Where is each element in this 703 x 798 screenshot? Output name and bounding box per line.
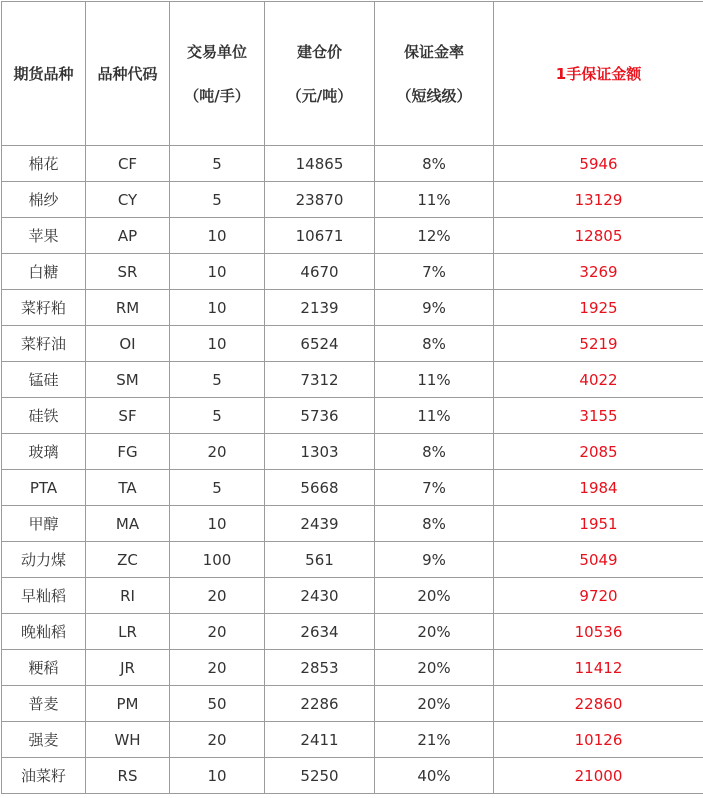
price-cell: 1303 <box>265 434 375 470</box>
product-cell: 苹果 <box>2 218 86 254</box>
product-cell: 棉纱 <box>2 182 86 218</box>
unit-cell: 10 <box>170 218 265 254</box>
margin-cell: 4022 <box>494 362 703 398</box>
table-row <box>2 146 703 182</box>
margin-cell: 21000 <box>494 758 703 794</box>
table-row <box>2 398 703 434</box>
code-cell: ZC <box>86 542 170 578</box>
price-cell: 5736 <box>265 398 375 434</box>
unit-cell: 10 <box>170 254 265 290</box>
margin-cell: 12805 <box>494 218 703 254</box>
price-cell: 2411 <box>265 722 375 758</box>
price-cell: 6524 <box>265 326 375 362</box>
code-cell: SF <box>86 398 170 434</box>
unit-cell: 100 <box>170 542 265 578</box>
product-cell: 白糖 <box>2 254 86 290</box>
code-cell: SR <box>86 254 170 290</box>
product-cell: 晚籼稻 <box>2 614 86 650</box>
product-cell: 粳稻 <box>2 650 86 686</box>
unit-cell: 20 <box>170 650 265 686</box>
rate-cell: 7% <box>375 254 494 290</box>
product-cell: 菜籽油 <box>2 326 86 362</box>
price-cell: 561 <box>265 542 375 578</box>
unit-cell: 20 <box>170 578 265 614</box>
table-row <box>2 470 703 506</box>
unit-cell: 10 <box>170 290 265 326</box>
code-cell: SM <box>86 362 170 398</box>
rate-cell: 8% <box>375 506 494 542</box>
price-cell: 10671 <box>265 218 375 254</box>
price-cell: 2430 <box>265 578 375 614</box>
table-row <box>2 542 703 578</box>
code-cell: WH <box>86 722 170 758</box>
margin-cell: 5049 <box>494 542 703 578</box>
product-cell: 菜籽粕 <box>2 290 86 326</box>
product-cell: 硅铁 <box>2 398 86 434</box>
product-cell: 早籼稻 <box>2 578 86 614</box>
rate-cell: 21% <box>375 722 494 758</box>
product-cell: 油菜籽 <box>2 758 86 794</box>
price-cell: 14865 <box>265 146 375 182</box>
price-cell: 4670 <box>265 254 375 290</box>
header-trade-unit: 交易单位 （吨/手） <box>170 2 265 146</box>
price-cell: 2634 <box>265 614 375 650</box>
header-margin-rate: 保证金率 （短线级） <box>375 2 494 146</box>
price-cell: 2286 <box>265 686 375 722</box>
price-cell: 5250 <box>265 758 375 794</box>
unit-cell: 5 <box>170 470 265 506</box>
margin-cell: 3155 <box>494 398 703 434</box>
code-cell: PM <box>86 686 170 722</box>
margin-cell: 10536 <box>494 614 703 650</box>
rate-cell: 20% <box>375 650 494 686</box>
price-cell: 2853 <box>265 650 375 686</box>
table-row <box>2 578 703 614</box>
header-margin-amount: 1手保证金额 <box>494 2 703 146</box>
header-row <box>2 2 703 146</box>
margin-cell: 5946 <box>494 146 703 182</box>
product-cell: 强麦 <box>2 722 86 758</box>
code-cell: LR <box>86 614 170 650</box>
table-row <box>2 650 703 686</box>
header-code: 品种代码 <box>86 2 170 146</box>
table-row <box>2 686 703 722</box>
rate-cell: 12% <box>375 218 494 254</box>
margin-cell: 11412 <box>494 650 703 686</box>
table-row <box>2 758 703 794</box>
product-cell: PTA <box>2 470 86 506</box>
table-row <box>2 722 703 758</box>
unit-cell: 20 <box>170 614 265 650</box>
code-cell: RI <box>86 578 170 614</box>
rate-cell: 20% <box>375 686 494 722</box>
rate-cell: 11% <box>375 398 494 434</box>
rate-cell: 8% <box>375 326 494 362</box>
rate-cell: 20% <box>375 578 494 614</box>
product-cell: 甲醇 <box>2 506 86 542</box>
rate-cell: 40% <box>375 758 494 794</box>
header-product: 期货品种 <box>2 2 86 146</box>
table-row <box>2 614 703 650</box>
code-cell: TA <box>86 470 170 506</box>
rate-cell: 8% <box>375 146 494 182</box>
margin-cell: 22860 <box>494 686 703 722</box>
price-cell: 23870 <box>265 182 375 218</box>
unit-cell: 10 <box>170 758 265 794</box>
product-cell: 普麦 <box>2 686 86 722</box>
code-cell: JR <box>86 650 170 686</box>
rate-cell: 9% <box>375 542 494 578</box>
code-cell: RM <box>86 290 170 326</box>
table-row <box>2 434 703 470</box>
unit-cell: 10 <box>170 506 265 542</box>
table-row <box>2 218 703 254</box>
product-cell: 动力煤 <box>2 542 86 578</box>
product-cell: 棉花 <box>2 146 86 182</box>
table-row <box>2 326 703 362</box>
table-row <box>2 182 703 218</box>
price-cell: 2439 <box>265 506 375 542</box>
rate-cell: 20% <box>375 614 494 650</box>
unit-cell: 5 <box>170 362 265 398</box>
product-cell: 锰硅 <box>2 362 86 398</box>
price-cell: 7312 <box>265 362 375 398</box>
futures-margin-table <box>1 1 703 794</box>
code-cell: FG <box>86 434 170 470</box>
rate-cell: 9% <box>375 290 494 326</box>
rate-cell: 8% <box>375 434 494 470</box>
code-cell: CF <box>86 146 170 182</box>
rate-cell: 11% <box>375 182 494 218</box>
table-row <box>2 290 703 326</box>
price-cell: 2139 <box>265 290 375 326</box>
code-cell: RS <box>86 758 170 794</box>
unit-cell: 10 <box>170 326 265 362</box>
product-cell: 玻璃 <box>2 434 86 470</box>
code-cell: CY <box>86 182 170 218</box>
code-cell: OI <box>86 326 170 362</box>
margin-cell: 3269 <box>494 254 703 290</box>
code-cell: AP <box>86 218 170 254</box>
margin-cell: 9720 <box>494 578 703 614</box>
unit-cell: 20 <box>170 434 265 470</box>
unit-cell: 5 <box>170 182 265 218</box>
table-row <box>2 254 703 290</box>
margin-cell: 1951 <box>494 506 703 542</box>
margin-cell: 2085 <box>494 434 703 470</box>
unit-cell: 20 <box>170 722 265 758</box>
price-cell: 5668 <box>265 470 375 506</box>
margin-cell: 1925 <box>494 290 703 326</box>
unit-cell: 5 <box>170 146 265 182</box>
table-row <box>2 362 703 398</box>
table-row <box>2 506 703 542</box>
header-open-price: 建仓价 （元/吨） <box>265 2 375 146</box>
margin-cell: 13129 <box>494 182 703 218</box>
rate-cell: 11% <box>375 362 494 398</box>
margin-cell: 10126 <box>494 722 703 758</box>
unit-cell: 50 <box>170 686 265 722</box>
margin-cell: 1984 <box>494 470 703 506</box>
margin-cell: 5219 <box>494 326 703 362</box>
unit-cell: 5 <box>170 398 265 434</box>
rate-cell: 7% <box>375 470 494 506</box>
code-cell: MA <box>86 506 170 542</box>
